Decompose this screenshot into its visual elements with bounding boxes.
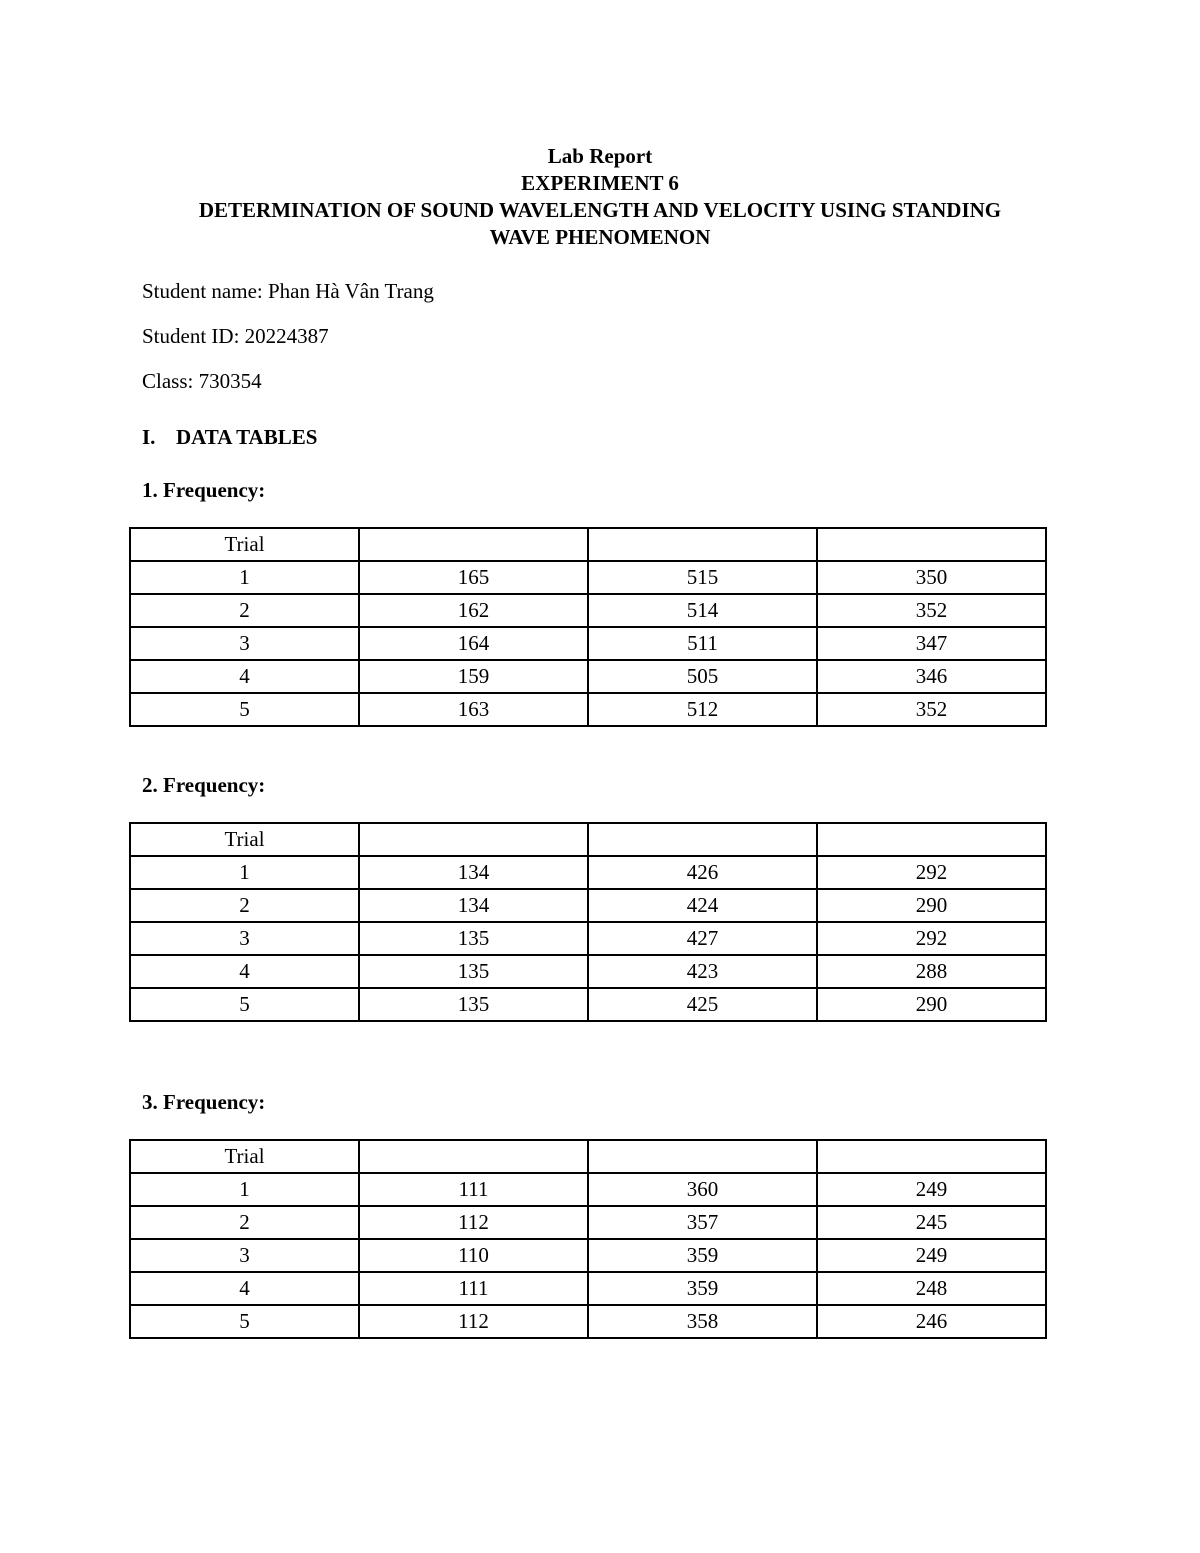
table-2-heading: 2. Frequency: — [142, 773, 266, 797]
table-cell: 162 — [359, 594, 588, 627]
table-cell: 423 — [588, 955, 817, 988]
table-header-cell: Trial — [130, 1140, 359, 1173]
table-cell: 165 — [359, 561, 588, 594]
table-cell: 4 — [130, 955, 359, 988]
table-cell: 111 — [359, 1272, 588, 1305]
table-cell: 4 — [130, 660, 359, 693]
table-cell: 110 — [359, 1239, 588, 1272]
table-1-heading: 1. Frequency: — [142, 478, 266, 502]
table-row — [130, 594, 1046, 627]
table-header-row — [130, 1140, 1046, 1173]
table-row — [130, 922, 1046, 955]
table-header-cell — [817, 1140, 1046, 1173]
table-cell: 288 — [817, 955, 1046, 988]
table-cell: 249 — [817, 1173, 1046, 1206]
table-cell: 424 — [588, 889, 817, 922]
table-3-heading: 3. Frequency: — [142, 1090, 266, 1114]
table-header-row — [130, 528, 1046, 561]
table-cell: 352 — [817, 693, 1046, 726]
table-cell: 427 — [588, 922, 817, 955]
table-header-cell — [817, 528, 1046, 561]
table-row — [130, 660, 1046, 693]
table-cell: 360 — [588, 1173, 817, 1206]
table-row — [130, 627, 1046, 660]
table-cell: 426 — [588, 856, 817, 889]
table-header-cell — [588, 528, 817, 561]
table-cell: 359 — [588, 1272, 817, 1305]
table-cell: 135 — [359, 955, 588, 988]
report-title-block — [100, 143, 1100, 251]
section-heading — [142, 424, 317, 451]
table-row — [130, 988, 1046, 1021]
table-cell: 350 — [817, 561, 1046, 594]
table-header-cell: Trial — [130, 528, 359, 561]
table-row — [130, 1272, 1046, 1305]
table-header-cell — [817, 823, 1046, 856]
table-cell: 5 — [130, 693, 359, 726]
table-cell: 352 — [817, 594, 1046, 627]
table-row — [130, 856, 1046, 889]
table-cell: 135 — [359, 922, 588, 955]
table-cell: 249 — [817, 1239, 1046, 1272]
table-cell: 505 — [588, 660, 817, 693]
table-cell: 4 — [130, 1272, 359, 1305]
table-cell: 511 — [588, 627, 817, 660]
table-cell: 3 — [130, 922, 359, 955]
frequency-table-3 — [129, 1139, 1047, 1339]
table-cell: 111 — [359, 1173, 588, 1206]
table-cell: 2 — [130, 594, 359, 627]
experiment-title-line-2: WAVE PHENOMENON — [489, 225, 711, 249]
table-cell: 112 — [359, 1206, 588, 1239]
table-cell: 292 — [817, 856, 1046, 889]
frequency-table-1 — [129, 527, 1047, 727]
student-name: Student name: Phan Hà Vân Trang — [142, 279, 434, 303]
experiment-title-line-1: DETERMINATION OF SOUND WAVELENGTH AND VELOCITY USING STANDING — [198, 198, 1002, 222]
student-class: Class: 730354 — [142, 369, 262, 393]
section-number: I. — [142, 425, 156, 449]
table-cell: 246 — [817, 1305, 1046, 1338]
table-row — [130, 693, 1046, 726]
table-cell: 357 — [588, 1206, 817, 1239]
table-cell: 164 — [359, 627, 588, 660]
frequency-table-2 — [129, 822, 1047, 1022]
table-cell: 514 — [588, 594, 817, 627]
table-cell: 359 — [588, 1239, 817, 1272]
table-cell: 292 — [817, 922, 1046, 955]
table-cell: 159 — [359, 660, 588, 693]
table-row — [130, 561, 1046, 594]
table-cell: 515 — [588, 561, 817, 594]
table-cell: 1 — [130, 561, 359, 594]
table-cell: 2 — [130, 889, 359, 922]
table-cell: 134 — [359, 856, 588, 889]
experiment-number: EXPERIMENT 6 — [521, 171, 679, 195]
report-title: Lab Report — [547, 144, 653, 168]
table-cell: 163 — [359, 693, 588, 726]
table-cell: 347 — [817, 627, 1046, 660]
table-header-cell — [588, 1140, 817, 1173]
table-cell: 5 — [130, 988, 359, 1021]
table-header-cell — [359, 1140, 588, 1173]
table-cell: 290 — [817, 988, 1046, 1021]
table-cell: 512 — [588, 693, 817, 726]
table-cell: 346 — [817, 660, 1046, 693]
table-cell: 3 — [130, 1239, 359, 1272]
table-cell: 5 — [130, 1305, 359, 1338]
table-cell: 290 — [817, 889, 1046, 922]
table-cell: 1 — [130, 1173, 359, 1206]
table-row — [130, 1206, 1046, 1239]
section-title: DATA TABLES — [176, 425, 318, 449]
student-id: Student ID: 20224387 — [142, 324, 329, 348]
table-row — [130, 889, 1046, 922]
table-cell: 248 — [817, 1272, 1046, 1305]
table-cell: 134 — [359, 889, 588, 922]
table-cell: 112 — [359, 1305, 588, 1338]
table-cell: 425 — [588, 988, 817, 1021]
table-cell: 135 — [359, 988, 588, 1021]
table-row — [130, 1173, 1046, 1206]
table-header-cell — [359, 528, 588, 561]
table-row — [130, 955, 1046, 988]
table-cell: 245 — [817, 1206, 1046, 1239]
table-cell: 358 — [588, 1305, 817, 1338]
table-cell: 1 — [130, 856, 359, 889]
table-cell: 3 — [130, 627, 359, 660]
table-cell: 2 — [130, 1206, 359, 1239]
table-header-row — [130, 823, 1046, 856]
table-row — [130, 1305, 1046, 1338]
table-row — [130, 1239, 1046, 1272]
table-header-cell: Trial — [130, 823, 359, 856]
table-header-cell — [359, 823, 588, 856]
table-header-cell — [588, 823, 817, 856]
